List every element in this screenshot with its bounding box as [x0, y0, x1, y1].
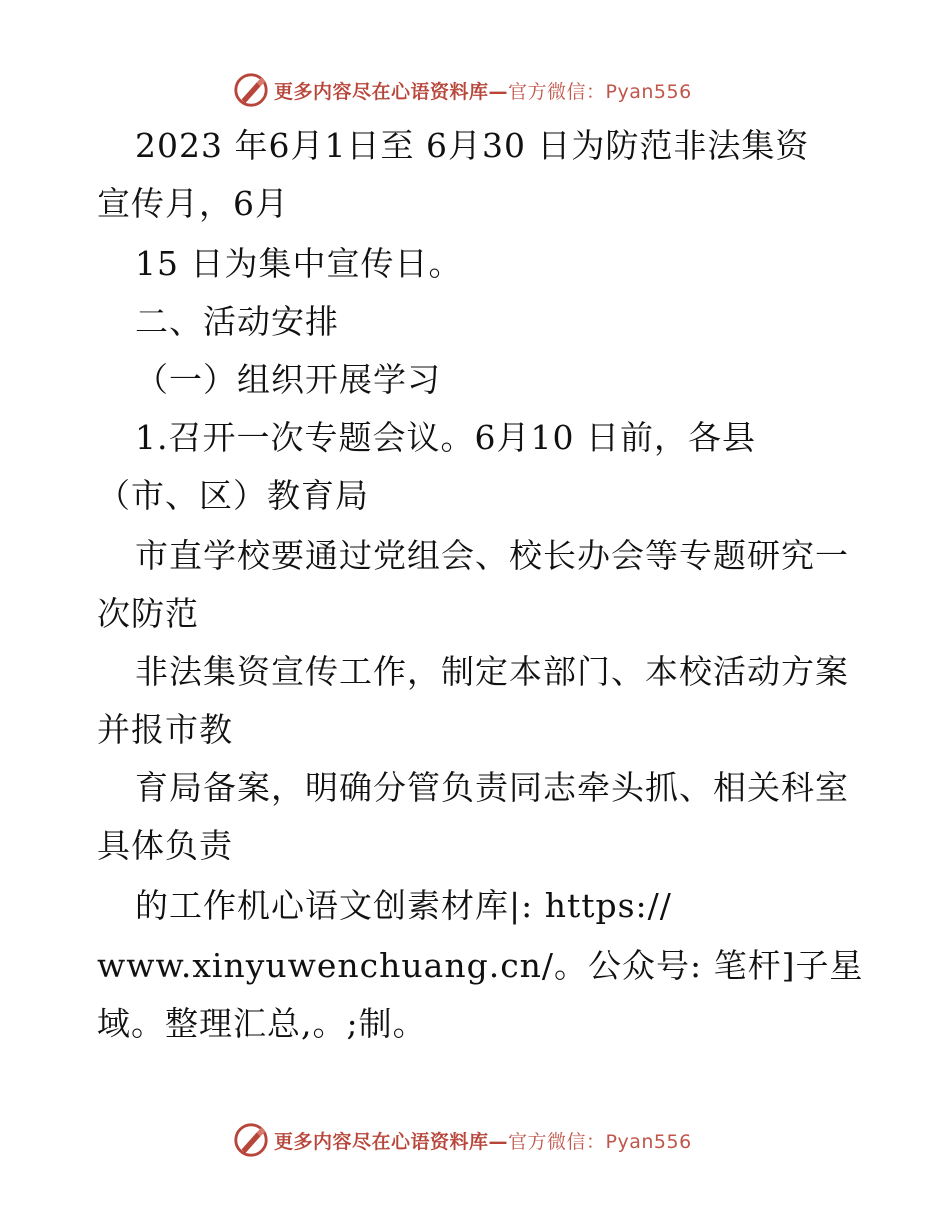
body-line: 域。整理汇总,。;制。	[97, 1004, 427, 1043]
body-line: 次防范	[97, 594, 199, 633]
subsection-heading: （一）组织开展学习	[135, 360, 441, 399]
body-line: 2023 年6月1日至 6月30 日为防范非法集资	[135, 126, 810, 165]
body-line: 1.召开一次专题会议。6月10 日前，各县	[135, 418, 756, 457]
section-heading: 二、活动安排	[135, 302, 339, 341]
body-line: 宣传月，6月	[97, 184, 289, 223]
body-line: 15 日为集中宣传日。	[135, 244, 463, 283]
watermark-text: 更多内容尽在心语资料库—官方微信：Pyan556	[274, 1130, 692, 1153]
body-line: （市、区）教育局	[97, 476, 369, 515]
watermark-text: 更多内容尽在心语资料库—官方微信：Pyan556	[274, 80, 692, 103]
body-line: 非法集资宣传工作，制定本部门、本校活动方案	[135, 652, 849, 691]
body-line: 并报市教	[97, 710, 233, 749]
body-line: 市直学校要通过党组会、校长办会等专题研究一	[135, 536, 849, 575]
pen-logo-icon	[232, 71, 270, 109]
body-line: 育局备案，明确分管负责同志牵头抓、相关科室	[135, 768, 849, 807]
body-line: www.xinyuwenchuang.cn/。公众号: 笔杆]子星	[97, 946, 864, 985]
footer-watermark	[232, 1120, 732, 1160]
body-line: 具体负责	[97, 826, 233, 865]
header-watermark	[232, 70, 732, 110]
pen-logo-icon	[232, 1121, 270, 1159]
body-line: 的工作机心语文创素材库|: https://	[135, 886, 672, 925]
